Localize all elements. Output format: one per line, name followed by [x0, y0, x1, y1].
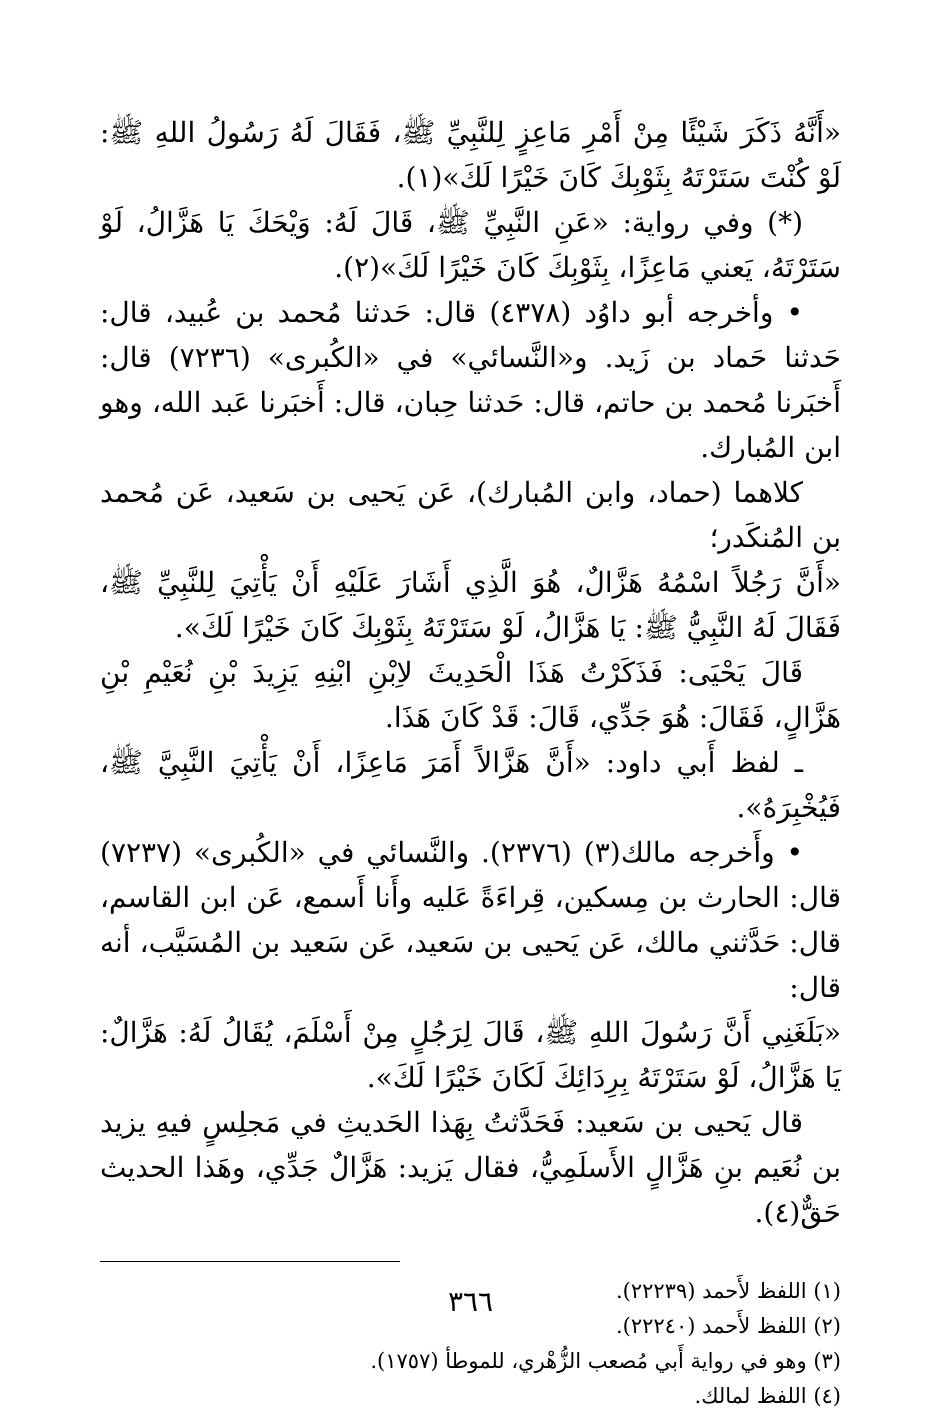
- paragraph-7: ـ لفظ أَبي داود: «أَنَّ هَزَّالاً أَمَرَ مَاعِزًا، أَنْ يَأْتِيَ النَّبِيَّ ﷺ، فَيُخْبِرَهُ».: [100, 746, 841, 824]
- footnote-separator-wrap: [100, 1261, 841, 1262]
- paragraph-1: «أَنَّهُ ذَكَرَ شَيْئًا مِنْ أَمْرِ مَاعِزٍ لِلنَّبِيِّ ﷺ، فَقَالَ لَهُ رَسُولُ اللهِ ﷺ: لَوْ كُنْتَ سَتَرْتَهُ بِثَوْبِكَ كَانَ خَيْرًا لَكَ»(١).: [100, 116, 841, 194]
- paragraph-10: قال يَحيى بن سَعيد: فَحَدَّثتُ بِهَذا الحَديثِ في مَجلِسٍ فيهِ يزيد بن نُعَيم بنِ هَزَّالٍ الأَسلَمِيُّ، فقال يَزيد: هَزَّالٌ جَدِّي، وهَذا الحديث حَقٌّ(٤).: [100, 1106, 841, 1229]
- paragraph-8: • وأَخرجه مالك(٣) (٢٣٧٦). والنَّسائي في «الكُبرى» (٧٢٣٧) قال: الحارث بن مِسكين، قِراءَةً عَليه وأَنا أَسمع، عَن ابن القاسم، قال: حَدَّثني مالك، عَن يَحيى بن سَعيد، عَن سَعيد بن المُسَيَّب، أنه قال:: [100, 836, 841, 1004]
- paragraph-9: «بَلَغَنِي أَنَّ رَسُولَ اللهِ ﷺ، قَالَ لِرَجُلٍ مِنْ أَسْلَمَ، يُقَالُ لَهُ: هَزَّالٌ: يَا هَزَّالُ، لَوْ سَتَرْتَهُ بِرِدَائِكَ لَكَانَ خَيْرًا لَكَ».: [100, 1016, 841, 1094]
- paragraph-5: «أَنَّ رَجُلاً اسْمُهُ هَزَّالٌ، هُوَ الَّذِي أَشَارَ عَلَيْهِ أَنْ يَأْتِيَ لِلنَّبِيِّ ﷺ، فَقَالَ لَهُ النَّبِيُّ ﷺ: يَا هَزَّالُ، لَوْ سَتَرْتَهُ بِثَوْبِكَ كَانَ خَيْرًا لَكَ».: [100, 566, 841, 644]
- footnote-3: (٣) وهو في رواية أَبي مُصعب الزُّهْري، للموطأ (١٧٥٧).: [370, 1349, 841, 1373]
- page-number: ٣٦٦: [447, 1285, 494, 1318]
- footnote-1: (١) اللفظ لأَحمد (٢٢٢٣٩).: [615, 1279, 841, 1303]
- paragraph-6: قَالَ يَحْيَى: فَذَكَرْتُ هَذَا الْحَدِيثَ لاِبْنِ ابْنِهِ يَزِيدَ بْنِ نُعَيْمِ بْنِ هَزَّالٍ، فَقَالَ: هُوَ جَدِّي، قَالَ: قَدْ كَانَ هَذَا.: [100, 656, 841, 734]
- paragraph-4: كلاهما (حماد، وابن المُبارك)، عَن يَحيى بن سَعيد، عَن مُحمد بن المُنكَدر؛: [100, 476, 841, 554]
- paragraph-2: (*) وفي رواية: «عَنِ النَّبِيِّ ﷺ، قَالَ لَهُ: وَيْحَكَ يَا هَزَّالُ، لَوْ سَتَرْتَهُ، يَعني مَاعِزًا، بِثَوْبِكَ كَانَ خَيْرًا لَكَ»(٢).: [100, 206, 841, 284]
- footnote-2: (٢) اللفظ لأَحمد (٢٢٢٤٠).: [615, 1314, 841, 1338]
- main-text: [100, 110, 841, 1235]
- paragraph-3: • وأخرجه أبو داوُد (٤٣٧٨) قال: حَدثنا مُحمد بن عُبيد، قال: حَدثنا حَماد بن زَيد. و«النَّسائي» في «الكُبرى» (٧٢٣٦) قال: أَخبَرنا مُحمد بن حاتم، قال: حَدثنا حِبان، قال: أَخبَرنا عَبد الله، وهو ابن المُبارك.: [100, 296, 841, 464]
- footnote-4: (٤) اللفظ لمالك.: [694, 1384, 841, 1408]
- footnote-separator: [100, 1261, 400, 1262]
